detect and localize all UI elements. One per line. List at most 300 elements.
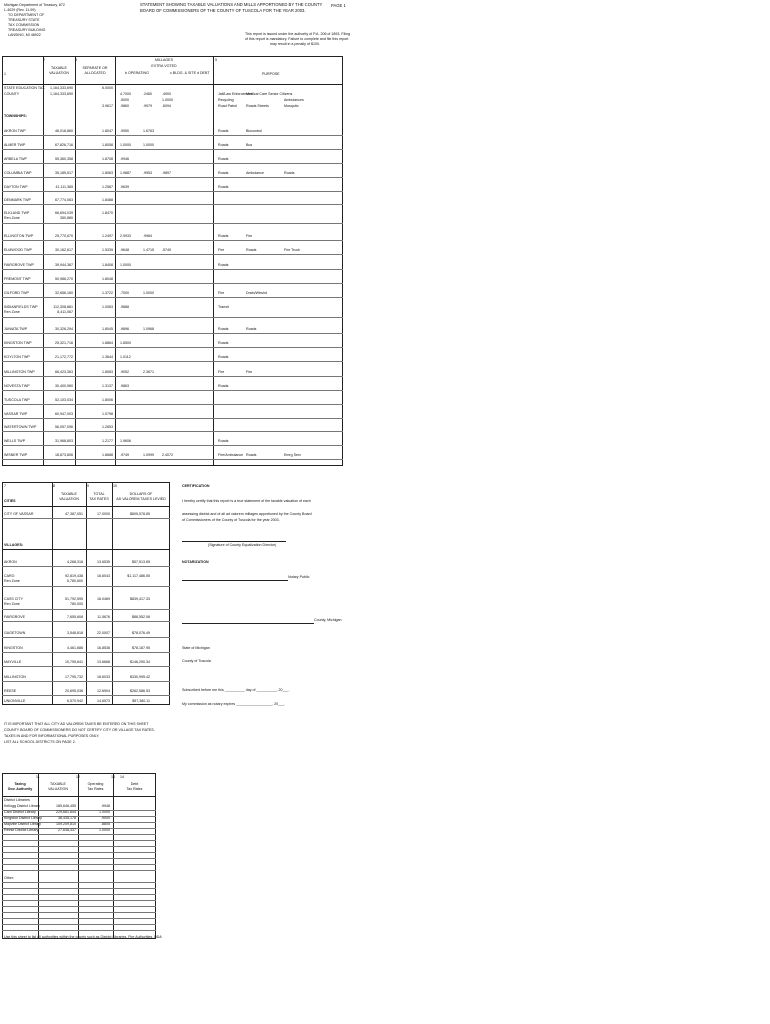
allocated-mills: 1.3722 [102, 291, 113, 295]
row-rule [2, 906, 156, 907]
row-rule [2, 840, 156, 841]
col-number-1: 1 [4, 72, 6, 76]
operating-rate: 1.0000 [99, 810, 110, 814]
taxable-value: 66,694,039 [55, 211, 73, 215]
taxable-value: 1,164,333,690 [50, 92, 73, 96]
form-id-line: TO DEPARTMENT OF [8, 13, 45, 17]
millage-purpose: Roads [246, 453, 257, 457]
taxing-header-1: Taxing [14, 782, 26, 786]
taxable-value: 21,172,772 [55, 355, 73, 359]
extra-voted-mills: .9897 [162, 171, 171, 175]
authority-name: Reese District Library [4, 828, 39, 832]
taxable-value: 25,770,670 [55, 234, 73, 238]
extra-voted-mills: 1.4715 [143, 248, 154, 252]
signature-caption: (Signature of County Equalization Director) [208, 543, 277, 547]
row-rule [2, 376, 343, 377]
row-rule [2, 445, 343, 446]
row-rule [2, 930, 156, 931]
extra-voted-mills: .7000 [120, 291, 129, 295]
millage-purpose: Mosquito [284, 104, 299, 108]
unit-name: ALMER TWP [4, 143, 26, 147]
row-rule [2, 204, 343, 205]
allocated-mills: 1.2587 [102, 185, 113, 189]
taxable-value: 18,873,806 [55, 453, 73, 457]
header-rule [2, 796, 156, 797]
millage-purpose: Bus [246, 143, 253, 147]
taxable-value: 30,400,960 [55, 384, 73, 388]
debt-header-2: Tax Rates [126, 787, 143, 791]
millage-purpose: Recycling [218, 98, 234, 102]
certification-line1: I hereby certify that this report is a true statement of the taxable valuation of each [182, 499, 311, 503]
extra-voted-mills: .9639 [120, 185, 129, 189]
unit-name: ARBELA TWP [4, 157, 27, 161]
taxable-value: 51,792,595 [65, 597, 83, 601]
col-divider [113, 773, 114, 939]
extra-voted-header: EXTRA VOTED [151, 64, 177, 68]
total-tax-rate: 13.6668 [97, 660, 110, 664]
row-rule [2, 317, 343, 318]
extra-voted-mills: 1.0000 [143, 143, 154, 147]
allocated-mills: 1.8048 [102, 277, 113, 281]
row-rule [2, 924, 156, 925]
row-rule [2, 586, 170, 587]
taxable-value: 52,103,034 [55, 398, 73, 402]
millage-purpose: Ambulances [284, 98, 304, 102]
form-id-line: TAX COMMISSION [8, 23, 40, 27]
row-rule [2, 404, 343, 405]
millage-purpose: Fire [218, 248, 225, 252]
notary-label: Notary Public [288, 575, 310, 579]
villages-label: VILLAGES: [4, 543, 24, 547]
extra-voted-mills: .4900 [162, 92, 171, 96]
extra-voted-mills: .9896 [120, 327, 129, 331]
district-libraries-label: District Libraries [4, 798, 30, 802]
row-rule [2, 223, 343, 224]
row-rule [2, 609, 170, 610]
taxable-value: 66,423,363 [55, 370, 73, 374]
total-tax-rate: 22.0007 [97, 631, 110, 635]
section-rule [2, 549, 170, 550]
row-rule [2, 918, 156, 919]
allocated-mills: 1.3137 [102, 384, 113, 388]
taxes-levied: $97,380.11 [132, 699, 150, 703]
row-rule [2, 333, 343, 334]
subscribed-line: Subscribed before me this __________ day of __________, 20___. [182, 688, 290, 692]
taxable-value: 25,321,716 [55, 341, 73, 345]
taxable-value: 109,209,810 [56, 822, 76, 826]
allocated-mills: 1.8708 [102, 157, 113, 161]
taxing-header-2: Gov. Authority [7, 787, 33, 791]
allocated-mills: 1.8083 [102, 370, 113, 374]
row-rule [2, 894, 156, 895]
row-rule [2, 177, 343, 178]
allocated-mills: 1.8408 [102, 263, 113, 267]
authority-name: Kellogg District Library [4, 804, 40, 808]
purpose-header: PURPOSE [262, 72, 280, 76]
allocated-mills: 1.2653 [102, 425, 113, 429]
taxable-value: 27,638,437 [58, 828, 76, 832]
millages-header: MILLAGES [155, 58, 173, 62]
unit-name: MILLINGTON TWP [4, 370, 35, 374]
taxable-value: 47,387,051 [65, 512, 83, 516]
note-line: LIST ALL SCHOOL DISTRICTS ON PAGE 2. [4, 740, 76, 744]
ren-zone-taxable: 8,411,067 [57, 310, 73, 314]
townships-label: TOWNSHIPS: [4, 114, 27, 118]
municipality-name: AKRON [4, 560, 17, 564]
row-rule [2, 390, 343, 391]
taxable-value: 30,326,294 [55, 327, 73, 331]
total-tax-rate: 13.6535 [97, 560, 110, 564]
signature-line[interactable] [182, 541, 286, 542]
millage-purpose: Roads [246, 248, 257, 252]
unit-name: STATE EDUCATION TAX [4, 86, 45, 90]
total-tax-rate: 18.6033 [97, 675, 110, 679]
form-title-line2: BOARD OF COMMISSIONERS OF THE COUNTY OF TUSCOLA FOR THE YEAR 2003. [140, 8, 306, 13]
millage-purpose: Roads [218, 143, 229, 147]
taxable-value: 55,360,358 [55, 157, 73, 161]
taxable-header-2: VALUATION [48, 787, 68, 791]
col-number-11: 11 [36, 775, 40, 779]
total-tax-rate: 16.6043 [97, 574, 110, 578]
unit-name: COUNTY [4, 92, 20, 96]
separate-header-2: ALLOCATED [84, 71, 106, 75]
row-rule [2, 695, 170, 696]
allocated-mills: 1.8688 [102, 453, 113, 457]
operating-rate: 1.0000 [99, 828, 110, 832]
notary-line[interactable] [182, 580, 288, 581]
unit-name: VASSAR TWP [4, 412, 28, 416]
unit-name: INDIANFIELDS TWP [4, 305, 38, 309]
allocated-mills: 1.8047 [102, 129, 113, 133]
taxable-value: 67,826,716 [55, 143, 73, 147]
operating-rate: .9948 [101, 804, 110, 808]
operating-rate: .8805 [101, 822, 110, 826]
municipality-name: GAGETOWN [4, 631, 26, 635]
taxable-value: 7,655,608 [67, 615, 83, 619]
ren-zone-label: Ren Zone [4, 216, 20, 220]
library-footer: Use this sheet to list all authorities within the county such as District Libraries, Fire Authorities, DDA [4, 935, 162, 939]
header-rule [2, 506, 170, 507]
extra-voted-mills: 1.0000 [143, 291, 154, 295]
row-rule [2, 864, 156, 865]
extra-voted-mills: .5749 [162, 248, 171, 252]
row-rule [2, 254, 343, 255]
extra-voted-mills: .9888 [120, 305, 129, 309]
debt-header: c BLDG. & SITE d DEBT [170, 71, 210, 75]
millage-purpose: Roads [218, 384, 229, 388]
extra-voted-mills: 1.0112 [120, 355, 131, 359]
operating-header-2: Tax Rates [87, 787, 104, 791]
millage-purpose: Fire Truck [284, 248, 300, 252]
form-title-line1: STATEMENT SHOWING TAXABLE VALUATIONS AND MILLS APPORTIONED BY THE COUNTY [140, 2, 323, 7]
taxable-value: 32,656,160 [55, 291, 73, 295]
taxes-levied: $146,290.34 [130, 660, 150, 664]
allocated-mills: 1.8063 [102, 171, 113, 175]
unit-name: AKRON TWP [4, 129, 26, 133]
ren-zone-taxable: 5,780,600 [67, 579, 83, 583]
allocated-mills: 6.0000 [102, 86, 113, 90]
row-rule [2, 852, 156, 853]
county-label: County, Michigan [314, 618, 342, 622]
unit-name: GILFORD TWP [4, 291, 29, 295]
taxable-value: 92,819,438 [65, 574, 83, 578]
extra-voted-mills: 1.0000 [120, 263, 131, 267]
unit-name: DAYTON TWP [4, 185, 28, 189]
taxes-levied: $805,578.85 [130, 512, 150, 516]
extra-voted-mills: 2.3671 [143, 370, 154, 374]
row-rule [2, 297, 343, 298]
row-rule [2, 518, 170, 519]
unit-name: FREMONT TWP [4, 277, 31, 281]
dollars-header-1: DOLLARS OF [129, 492, 153, 496]
notice-line1: This report is issued under the authority of P.A. 206 of 1893. Filing [245, 32, 351, 36]
cities-header: CITIES [4, 499, 16, 503]
unit-name: WISNER TWP [4, 453, 28, 457]
taxable-value: 39,944,367 [55, 263, 73, 267]
authority-name: Kingston District Library [4, 816, 42, 820]
table-row [2, 597, 170, 606]
note-line: TAXES IN AND FOR INFORMATIONAL PURPOSES ONLY. [4, 734, 100, 738]
millage-purpose: Road Patrol [218, 104, 237, 108]
col-number-9: 9 [87, 484, 89, 488]
millage-purpose: Jail/Law Enforcement [218, 92, 253, 96]
extra-voted-mills: .9860 [120, 104, 129, 108]
table-row [2, 699, 170, 705]
extra-voted-mills: 1.9606 [120, 439, 131, 443]
unit-name: COLUMBIA TWP [4, 171, 32, 175]
taxes-levied: $330,995.42 [130, 675, 150, 679]
total-tax-rate: 16.0469 [97, 597, 110, 601]
taxes-levied: $57,513.65 [132, 560, 150, 564]
separate-header-1: SEPARATE OR [82, 66, 108, 70]
taxable-header-1: TAXABLE [50, 782, 66, 786]
taxable-header-2: VALUATION [59, 497, 79, 501]
millage-purpose: Biocontrol [246, 129, 262, 133]
form-id-line: Michigan Department of Treasury, 872 [4, 3, 65, 7]
operating-header-1: Operating [87, 782, 104, 786]
certification-title: CERTIFICATION [182, 484, 210, 488]
taxable-value: 50,986,270 [55, 277, 73, 281]
allocated-mills: 1.2497 [102, 234, 113, 238]
county-line[interactable] [182, 623, 314, 624]
ren-zone-label: Ren Zone [4, 602, 20, 606]
other-label: Other: [4, 876, 14, 880]
row-rule [2, 283, 343, 284]
extra-voted-mills: 2.4072 [162, 453, 173, 457]
millage-purpose: Roads [218, 355, 229, 359]
row-rule [2, 431, 343, 432]
ren-zone-taxable: 780,000 [70, 602, 83, 606]
allocated-mills: 1.0798 [102, 412, 113, 416]
row-rule [2, 361, 343, 362]
taxes-levied: $78,076.49 [132, 631, 150, 635]
taxes-levied: $88,552.06 [132, 615, 150, 619]
unit-name: ELKLAND TWP [4, 211, 30, 215]
taxable-value: 1,164,333,690 [50, 86, 73, 90]
row-rule [2, 834, 156, 835]
unit-name: KINGSTON TWP [4, 341, 32, 345]
extra-voted-mills: .9950 [120, 129, 129, 133]
millage-purpose: Roads [218, 234, 229, 238]
taxable-header-1: TAXABLE [51, 66, 67, 70]
taxes-levied: $262,586.53 [130, 689, 150, 693]
taxable-value: 46,018,860 [55, 129, 73, 133]
row-rule [2, 888, 156, 889]
allocated-mills: 1.8006 [102, 398, 113, 402]
total-tax-rate: 11.5676 [97, 615, 110, 619]
extra-voted-mills: 1.0000 [120, 143, 131, 147]
millage-purpose: Roads [218, 263, 229, 267]
row-rule [2, 566, 170, 567]
unit-name: NOVESTA TWP [4, 384, 30, 388]
extra-voted-mills: .9953 [143, 171, 152, 175]
row-rule [2, 681, 170, 682]
extra-voted-mills: 2.9933 [120, 234, 131, 238]
col-divider [78, 773, 79, 939]
extra-voted-mills: 1.6500 [120, 341, 131, 345]
municipality-name: REESE [4, 689, 17, 693]
millage-purpose: Roads [218, 171, 229, 175]
unit-name: WELLS TWP [4, 439, 26, 443]
extra-voted-mills: 1.6763 [143, 129, 154, 133]
row-rule [2, 269, 343, 270]
row-rule [2, 870, 156, 871]
taxable-value: 67,774,063 [55, 198, 73, 202]
row-rule [2, 135, 343, 136]
certification-line2: assessing district and of all ad valorem millages apportioned by the County Board [182, 512, 312, 516]
ren-zone-label: Ren Zone [4, 310, 20, 314]
total-tax-rate: 17.0000 [97, 512, 110, 516]
municipality-name: MAYVILLE [4, 660, 22, 664]
taxable-value: 41,111,365 [55, 185, 73, 189]
taxable-value: 56,057,096 [55, 425, 73, 429]
allocated-mills: 1.8864 [102, 341, 113, 345]
taxable-value: 4,461,686 [67, 646, 83, 650]
taxes-levied: $78,187.95 [132, 646, 150, 650]
millage-purpose: Roads [218, 157, 229, 161]
municipality-name: KINGSTON [4, 646, 23, 650]
extra-voted-mills: .9052 [120, 370, 129, 374]
taxable-value: 20,695,036 [65, 689, 83, 693]
row-rule [2, 418, 343, 419]
millage-purpose: Roads [218, 185, 229, 189]
unit-name: JUNIATA TWP [4, 327, 28, 331]
unit-name: ELMWOOD TWP [4, 248, 32, 252]
row-rule [2, 240, 343, 241]
page-number: PAGE 1 [331, 3, 346, 8]
extra-voted-mills: .9979 [143, 104, 152, 108]
millage-purpose: Fire [218, 291, 225, 295]
form-id-line: TREASURY BUILDING [8, 28, 46, 32]
county-of-label: County of Tuscola [182, 659, 211, 663]
taxes-levied: $1,117,486.55 [127, 574, 150, 578]
millage-purpose: Fire [246, 370, 253, 374]
debt-header-1: Debt [130, 782, 139, 786]
notice-line2: of this report is mandatory. Failure to complete and file this report [245, 37, 349, 41]
table-row [2, 305, 343, 314]
municipality-name: FAIRGROVE [4, 615, 25, 619]
dollars-header-2: AD VALOREM TAXES LEVIED [116, 497, 166, 501]
millage-purpose: Roads [218, 129, 229, 133]
form-id-line: TREASURY STATE [8, 18, 40, 22]
table-row [2, 211, 343, 220]
millage-purpose: Transit [218, 305, 229, 309]
millage-purpose: Fire/Ambulance [218, 453, 244, 457]
note-line: IT IS IMPORTANT THAT ALL CITY AD VALOREM TAXES BE ENTERED ON THIS SHEET [4, 722, 149, 726]
municipality-name: UNIONVILLE [4, 699, 26, 703]
millage-purpose: Fire [218, 370, 225, 374]
col-number-2: 2 [43, 58, 45, 62]
row-rule [2, 882, 156, 883]
col-number-7: 7 [4, 484, 6, 488]
ren-zone-label: Ren Zone [4, 579, 20, 583]
unit-name: DENMARK TWP [4, 198, 31, 202]
state-label: State of Michigan [182, 646, 210, 650]
total-header-1: TOTAL [93, 492, 105, 496]
row-rule [2, 163, 343, 164]
taxable-value: 4,268,316 [67, 560, 83, 564]
unit-name: TUSCOLA TWP [4, 398, 30, 402]
col-number-8: 8 [53, 484, 55, 488]
allocated-mills: 1.8045 [102, 327, 113, 331]
extra-voted-mills: 4.7000 [120, 92, 131, 96]
allocated-mills: 1.5339 [102, 248, 113, 252]
col-number-12: 12 [76, 775, 80, 779]
row-rule [2, 347, 343, 348]
table-row [2, 574, 170, 583]
form-id-line: L-4029 (Rev. 11-99) [4, 8, 36, 12]
extra-voted-mills: .9984 [143, 234, 152, 238]
millage-purpose: Roads [246, 327, 257, 331]
taxable-value: 6,570,942 [67, 699, 83, 703]
millage-purpose: Emrg Serv [284, 453, 301, 457]
row-rule [2, 858, 156, 859]
extra-voted-mills: .5000 [120, 98, 129, 102]
extra-voted-mills: 1.9887 [120, 171, 131, 175]
row-rule [2, 912, 156, 913]
millage-purpose: Roads [284, 171, 295, 175]
total-tax-rate: 12.6904 [97, 689, 110, 693]
table-row [2, 104, 343, 110]
col-number-5: 5 [215, 58, 217, 62]
total-header-2: TAX RATES [89, 497, 109, 501]
extra-voted-mills: .9648 [120, 248, 129, 252]
col-number-13: 13 [111, 775, 115, 779]
millage-purpose: Ambulance [246, 171, 264, 175]
row-rule [2, 149, 343, 150]
millage-purpose: Roads Streets [246, 104, 269, 108]
operating-rate: .9000 [101, 816, 110, 820]
extra-voted-mills: .6094 [162, 104, 171, 108]
row-rule [2, 637, 170, 638]
millage-purpose: Fire [246, 234, 253, 238]
municipality-name: MILLINGTON [4, 675, 26, 679]
row-rule [2, 191, 343, 192]
allocated-mills: 1.0063 [102, 305, 113, 309]
operating-header: b OPERATING [125, 71, 149, 75]
note-line: COUNTY BOARD OF COMMISSIONERS DO NOT CERTIFY CITY OR VILLAGE TAX RATES. [4, 728, 155, 732]
millage-purpose: Roads [218, 439, 229, 443]
taxable-value: 30,162,617 [55, 248, 73, 252]
header-rule [2, 84, 343, 85]
allocated-mills: 1.8058 [102, 143, 113, 147]
row-rule [2, 846, 156, 847]
taxable-value: 10,795,641 [65, 660, 83, 664]
taxable-header-2: VALUATION [49, 71, 69, 75]
col-divider [38, 773, 39, 939]
authority-name: Mayville District Library [4, 822, 41, 826]
taxable-header-1: TAXABLE [61, 492, 77, 496]
